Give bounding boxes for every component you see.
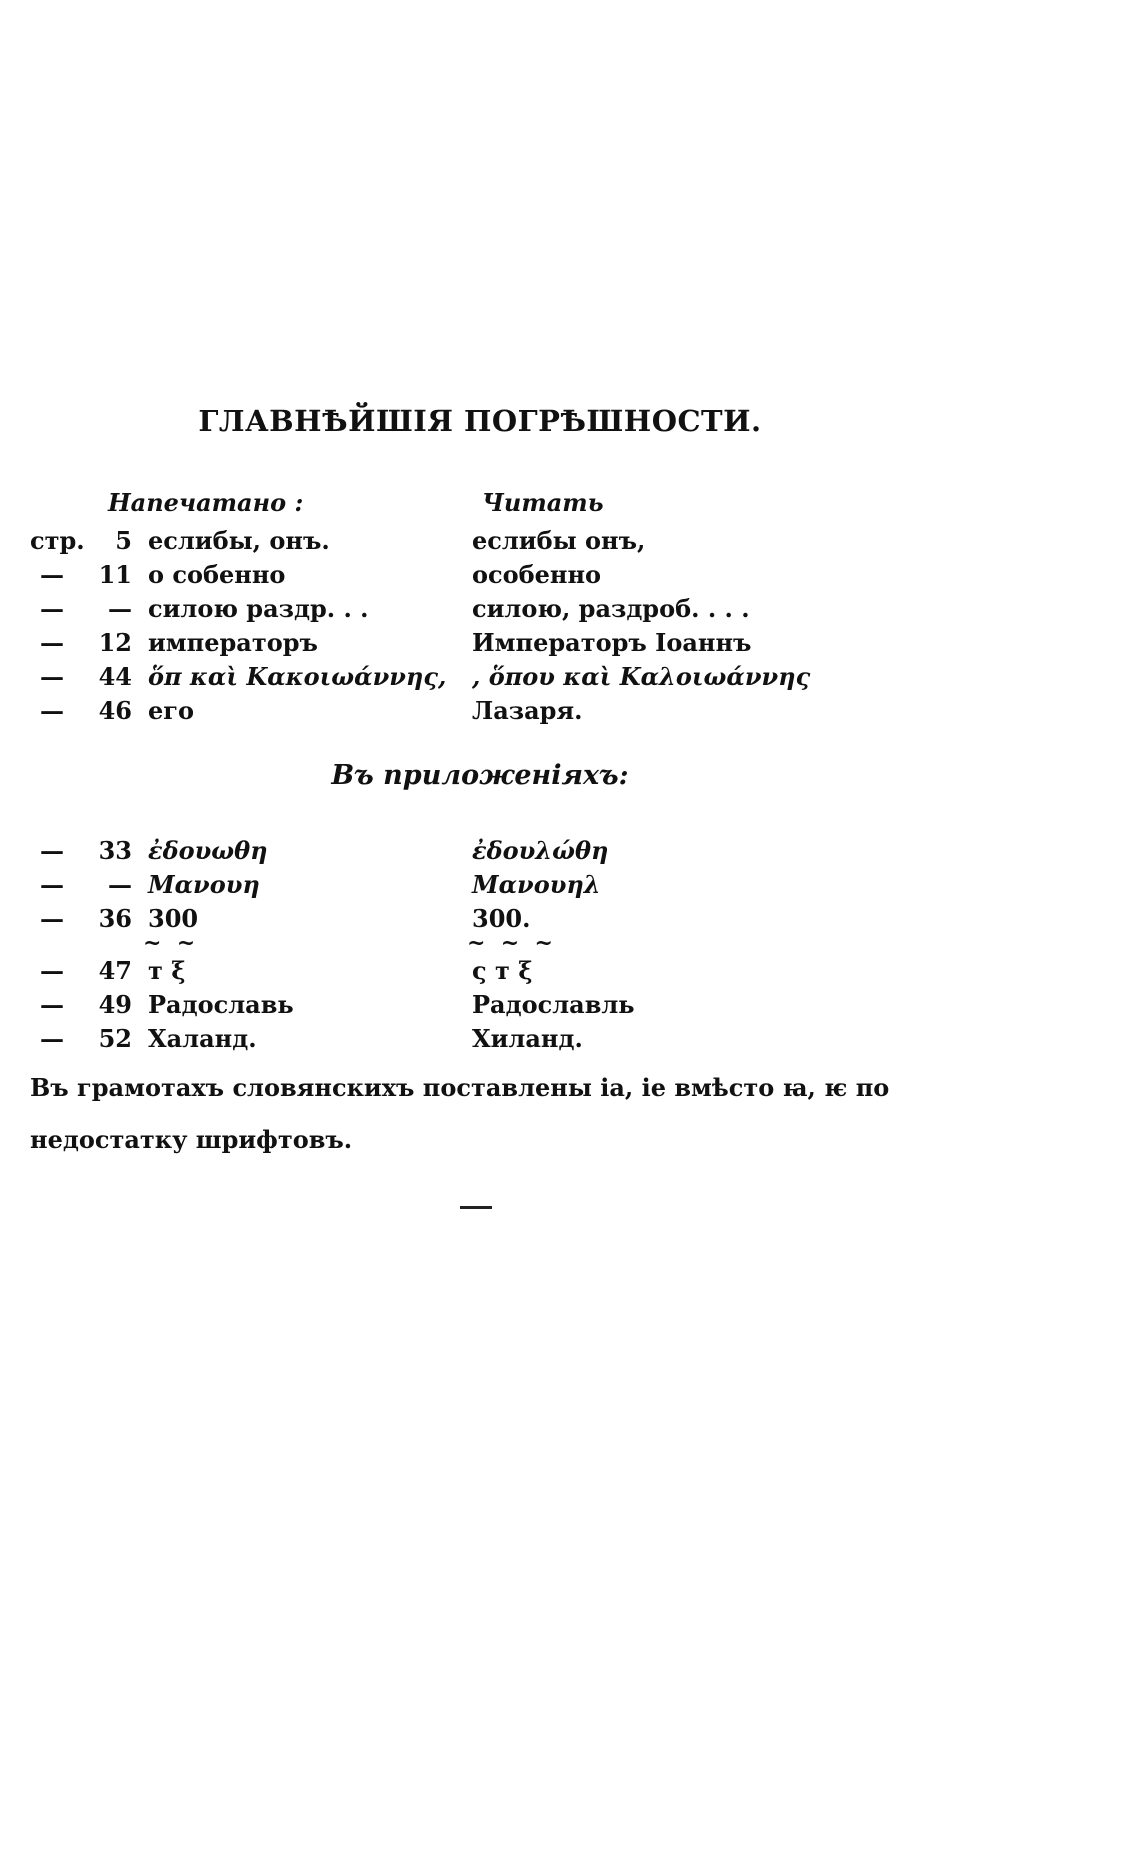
correct-text: 300.	[472, 904, 531, 933]
correct-text: Лазаря.	[472, 696, 583, 725]
correct-text: ς т ξ	[472, 956, 533, 985]
printed-text: т ξ	[148, 956, 186, 985]
column-heading-read: Читать	[482, 488, 604, 517]
ditto-dash: —	[40, 594, 64, 623]
page-number: 44	[98, 662, 132, 691]
page-number: 12	[98, 628, 132, 657]
ditto-dash: —	[40, 696, 64, 725]
errata-row	[0, 1024, 1140, 1058]
ditto-dash: —	[40, 662, 64, 691]
correct-text: еслибы онъ,	[472, 526, 646, 555]
ditto-dash: —	[40, 870, 64, 899]
printed-text: Радославь	[148, 990, 294, 1019]
errata-row	[0, 990, 1140, 1024]
typography-note: Въ грамотахъ словянскихъ поставлены іа, іе вмѣсто ꙗ, ѥ по недостатку шрифтовъ.	[30, 1073, 890, 1154]
correct-text: Μανουηλ	[472, 870, 601, 899]
errata-row	[0, 696, 1140, 730]
page-number: 11	[98, 560, 132, 589]
errata-row	[0, 870, 1140, 904]
printed-text: силою раздр. . .	[148, 594, 369, 623]
printed-text: Халанд.	[148, 1024, 257, 1053]
correct-text: ἐδουλώθη	[472, 836, 609, 865]
correct-text: Хиланд.	[472, 1024, 583, 1053]
page-number: 52	[98, 1024, 132, 1053]
appendix-heading: Въ приложеніяхъ:	[331, 760, 629, 791]
printed-text: еслибы, онъ.	[148, 526, 330, 555]
errata-row	[0, 594, 1140, 628]
page-number: 49	[98, 990, 132, 1019]
ditto-dash: —	[40, 956, 64, 985]
errata-row	[0, 836, 1140, 870]
ditto-dash: —	[40, 904, 64, 933]
correct-text: силою, раздроб. . . .	[472, 594, 750, 623]
ditto-dash: —	[40, 560, 64, 589]
errata-row	[0, 560, 1140, 594]
closing-dash-ornament	[460, 1206, 492, 1209]
tilde-marks-read: ~ ~ ~	[467, 930, 553, 956]
correct-text: особенно	[472, 560, 602, 589]
page-number: 33	[98, 836, 132, 865]
printed-text: его	[148, 696, 194, 725]
correct-text: Радославль	[472, 990, 635, 1019]
row-label: стр.	[30, 526, 85, 555]
page-number: 47	[98, 956, 132, 985]
ditto-dash: —	[40, 628, 64, 657]
errata-row	[0, 956, 1140, 990]
printed-text: Μανουη	[148, 870, 260, 899]
errata-row	[0, 526, 1140, 560]
correct-text: Императоръ Іоаннъ	[472, 628, 752, 657]
printed-text: ὅπ καὶ Κακοιωάννης,	[148, 662, 447, 691]
page-number: 46	[98, 696, 132, 725]
page-number: 36	[98, 904, 132, 933]
ditto-dash: —	[40, 836, 64, 865]
printed-text: 300	[148, 904, 199, 933]
page-number: 5	[115, 526, 132, 555]
page-number: —	[108, 870, 132, 899]
tilde-marks-printed: ~ ~	[143, 930, 196, 956]
correct-text: , ὅπου καὶ Καλοιωάννης	[472, 662, 811, 691]
ditto-dash: —	[40, 990, 64, 1019]
errata-row	[0, 628, 1140, 662]
page-title: ГЛАВНѢЙШІЯ ПОГРѢШНОСТИ.	[198, 404, 762, 438]
printed-text: ἐδουωθη	[148, 836, 268, 865]
printed-text: императоръ	[148, 628, 318, 657]
page-number: —	[108, 594, 132, 623]
ditto-dash: —	[40, 1024, 64, 1053]
errata-row	[0, 662, 1140, 696]
column-heading-printed: Напечатано :	[108, 488, 304, 517]
printed-text: о собенно	[148, 560, 286, 589]
